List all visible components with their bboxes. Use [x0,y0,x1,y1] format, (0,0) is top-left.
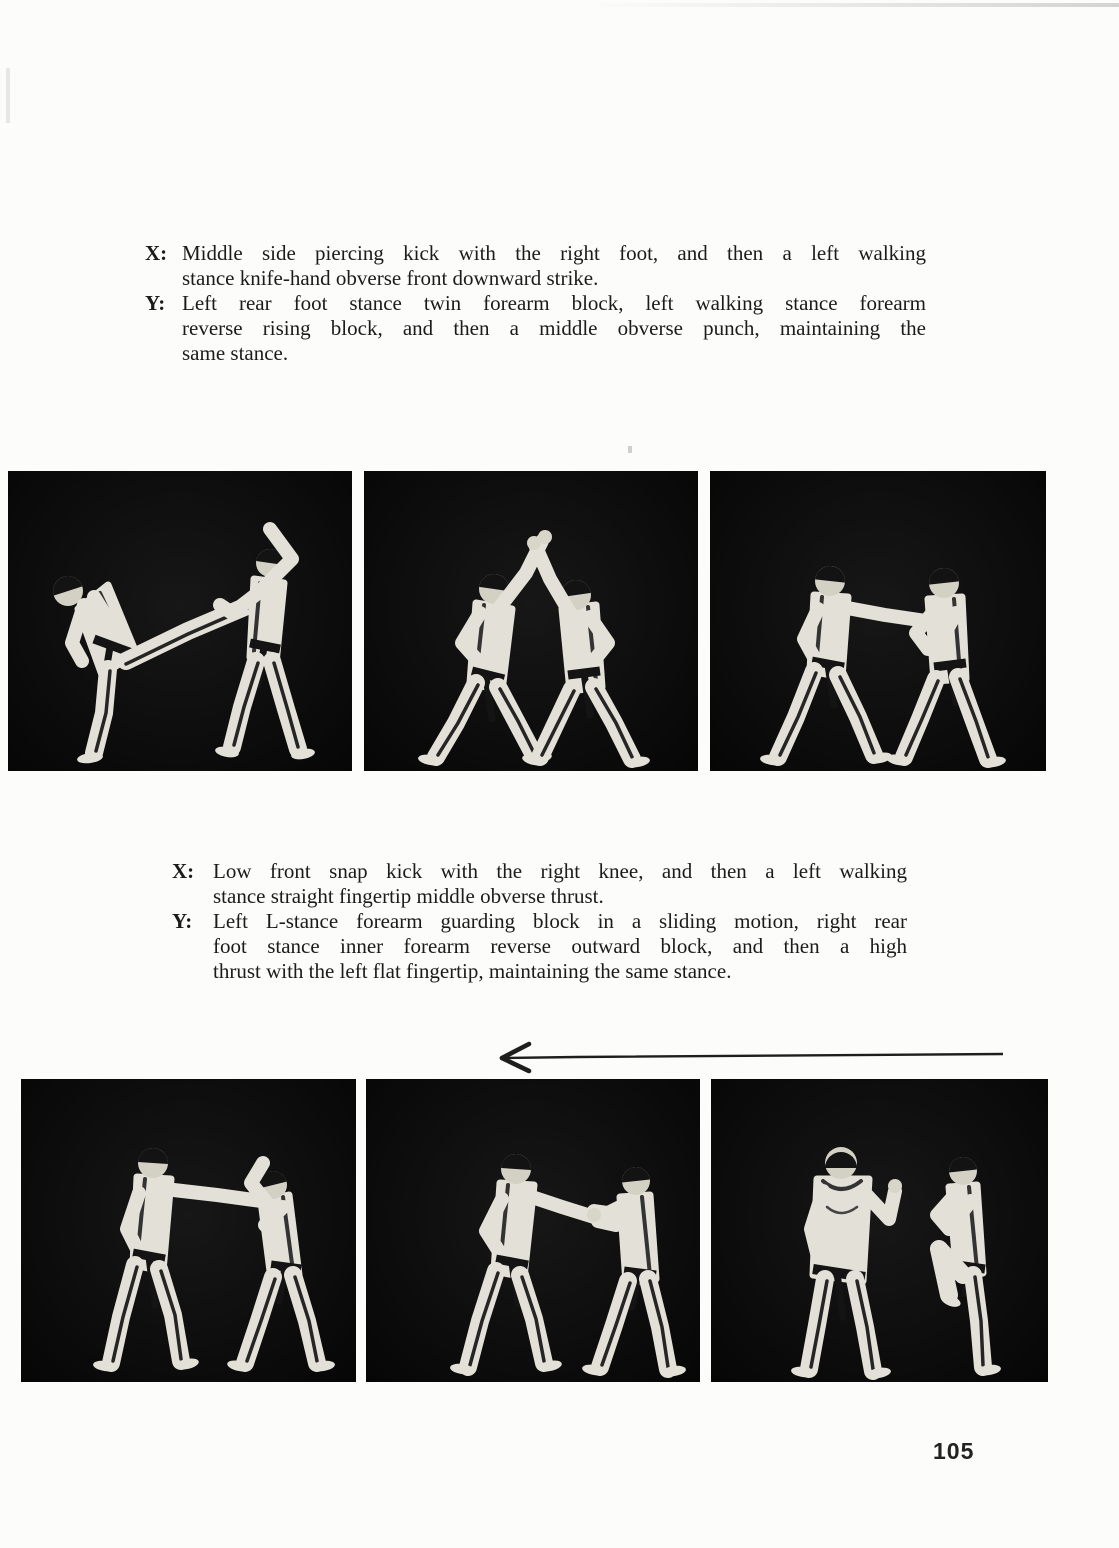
photo-panel-high-block [364,471,698,771]
left-arrow-icon [487,1038,1015,1078]
photo-panel-side-kick [8,471,352,771]
scan-artifact [6,68,10,123]
speaker-label-x: X: [172,859,195,883]
martial-artists-illustration [366,1079,700,1382]
photo-panel-fingertip-thrust [21,1079,356,1382]
instruction-item-y [145,291,926,366]
instruction-block-top [145,241,926,366]
instruction-item-y [172,909,907,984]
scan-artifact [628,446,632,453]
page-number: 105 [933,1438,975,1464]
photo-panel-punch [710,471,1046,771]
instruction-block-bottom [172,859,907,984]
direction-arrow-left [487,1038,1015,1078]
instruction-line: stance knife-hand obverse front downward strike. [182,266,599,290]
instruction-line: Left L-stance forearm guarding block in a sliding motion, right rear [213,909,907,933]
instruction-line: same stance. [182,341,289,365]
instruction-line: Low front snap kick with the right knee, and then a left walking [213,859,907,883]
martial-artists-illustration [711,1079,1048,1382]
instruction-line: reverse rising block, and then a middle obverse punch, maintaining the [182,316,926,340]
photo-panel-arm-grab [366,1079,700,1382]
martial-artists-illustration [8,471,352,771]
instruction-item-x [172,859,907,909]
speaker-label-y: Y: [172,909,193,933]
scan-artifact [588,3,1119,7]
instruction-line: Middle side piercing kick with the right foot, and then a left walking [182,241,926,265]
martial-artists-illustration [710,471,1046,771]
instruction-item-x [145,241,926,291]
instruction-line: Left rear foot stance twin forearm block, left walking stance forearm [182,291,926,315]
instruction-line: foot stance inner forearm reverse outward block, and then a high [213,934,907,958]
instruction-line: thrust with the left flat fingertip, maintaining the same stance. [213,959,732,983]
instruction-line: stance straight fingertip middle obverse thrust. [213,884,604,908]
speaker-label-x: X: [145,241,168,265]
martial-artists-illustration [21,1079,356,1382]
photo-panel-knee-raise [711,1079,1048,1382]
speaker-label-y: Y: [145,291,166,315]
martial-artists-illustration [364,471,698,771]
